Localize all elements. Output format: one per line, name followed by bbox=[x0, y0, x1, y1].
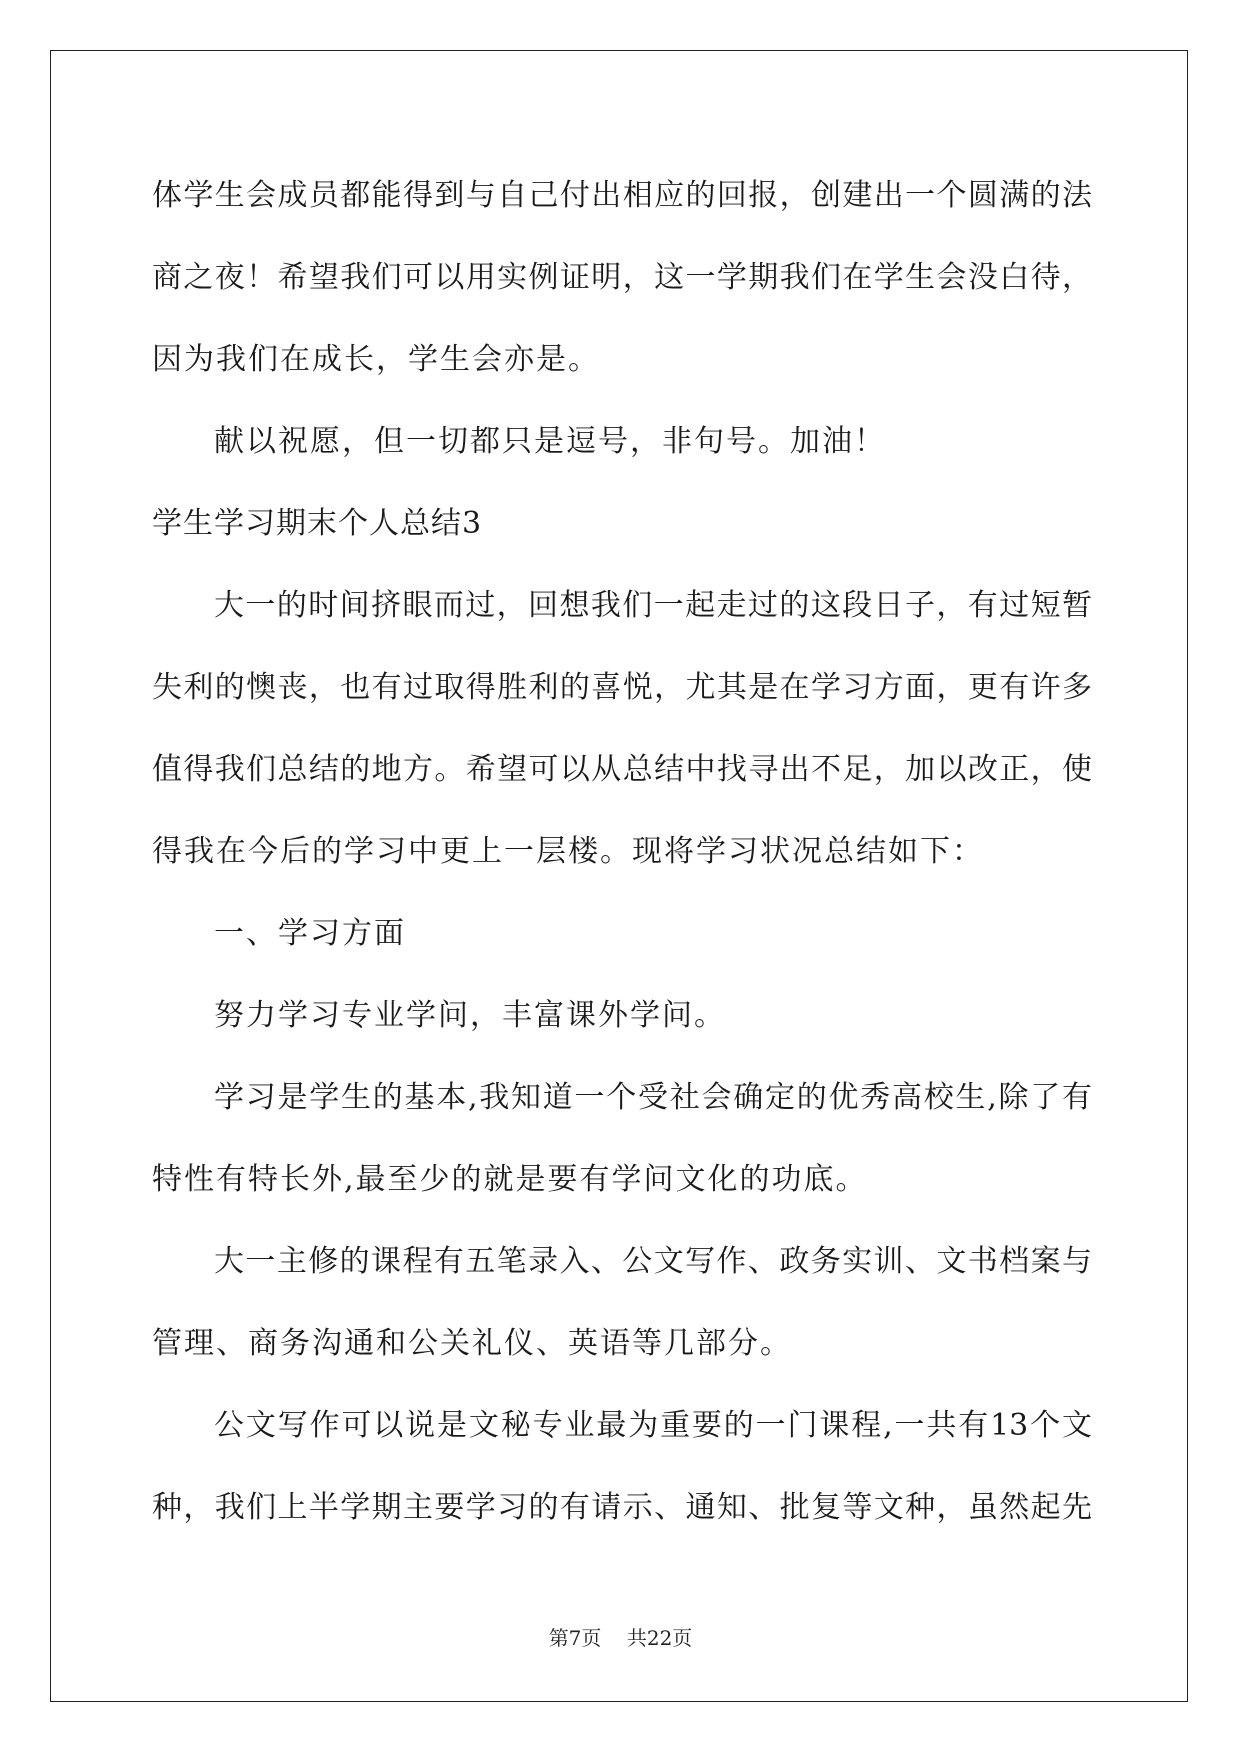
text-line: 商之夜！希望我们可以用实例证明，这一学期我们在学生会没白待， bbox=[152, 260, 1092, 295]
text-line: 大一的时间挤眼而过，回想我们一起走过的这段日子，有过短暂 bbox=[214, 588, 1092, 623]
text-line: 努力学习专业学问，丰富课外学问。 bbox=[214, 998, 726, 1033]
text-line: 得我在今后的学习中更上一层楼。现将学习状况总结如下： bbox=[152, 834, 984, 869]
text-line: 特性有特长外,最至少的就是要有学问文化的功底。 bbox=[152, 1162, 868, 1197]
text-line: 公文写作可以说是文秘专业最为重要的一门课程,一共有13个文 bbox=[214, 1408, 1092, 1443]
text-line: 体学生会成员都能得到与自己付出相应的回报，创建出一个圆满的法 bbox=[152, 178, 1092, 213]
page-footer bbox=[0, 1622, 1241, 1651]
document-body bbox=[152, 155, 1092, 1549]
text-line: 献以祝愿，但一切都只是逗号，非句号。加油！ bbox=[214, 424, 886, 459]
text-line: 管理、商务沟通和公关礼仪、英语等几部分。 bbox=[152, 1326, 792, 1361]
text-line: 失利的懊丧，也有过取得胜利的喜悦，尤其是在学习方面，更有许多 bbox=[152, 670, 1092, 705]
text-line: 一、学习方面 bbox=[214, 916, 406, 951]
section-heading: 学生学习期末个人总结3 bbox=[152, 506, 483, 541]
text-line: 因为我们在成长，学生会亦是。 bbox=[152, 342, 600, 377]
page-total: 共22页 bbox=[626, 1626, 693, 1650]
text-line: 大一主修的课程有五笔录入、公文写作、政务实训、文书档案与 bbox=[214, 1244, 1092, 1279]
text-line: 学习是学生的基本,我知道一个受社会确定的优秀高校生,除了有 bbox=[214, 1080, 1092, 1115]
text-line: 值得我们总结的地方。希望可以从总结中找寻出不足，加以改正，使 bbox=[152, 752, 1092, 787]
page-number: 第7页 bbox=[548, 1626, 602, 1650]
text-line: 种，我们上半学期主要学习的有请示、通知、批复等文种，虽然起先 bbox=[152, 1490, 1092, 1525]
